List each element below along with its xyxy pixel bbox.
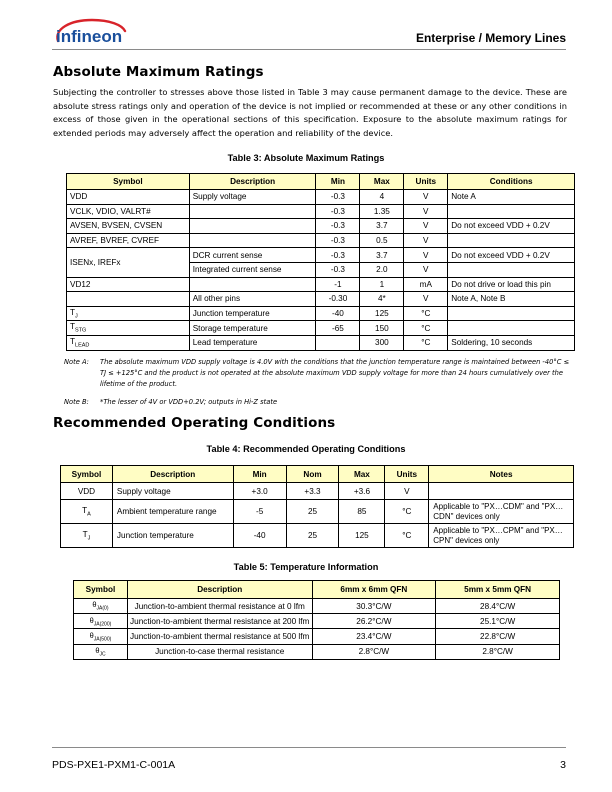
min-cell	[316, 335, 360, 350]
unit-cell: °C	[404, 321, 448, 336]
symbol-subscript: J	[87, 535, 91, 542]
table-row	[67, 190, 575, 205]
header-cell: Conditions	[448, 174, 575, 190]
conditions-cell: Note A, Note B	[448, 292, 575, 307]
temperature-information-table	[73, 580, 560, 660]
header-cell: Units	[385, 466, 429, 483]
description-cell: Junction temperature	[112, 524, 233, 548]
description-cell: Integrated current sense	[189, 262, 316, 277]
note-a	[64, 357, 574, 390]
symbol-main: T	[82, 529, 88, 539]
symbol-main: θ	[92, 600, 97, 610]
table-row	[67, 233, 575, 248]
min-cell: -0.3	[316, 248, 360, 263]
conditions-cell	[448, 306, 575, 321]
description-cell: Junction-to-ambient thermal resistance at 200 lfm	[127, 614, 312, 629]
symbol-subscript: JA(200)	[93, 621, 112, 628]
max-cell: 150	[360, 321, 404, 336]
max-cell: 125	[360, 306, 404, 321]
symbol-cell: AVREF, BVREF, CVREF	[67, 233, 190, 248]
unit-cell: V	[404, 219, 448, 234]
conditions-cell	[448, 233, 575, 248]
table5-caption: Table 5: Temperature Information	[233, 562, 379, 572]
intro-paragraph: Subjecting the controller to stresses above those listed in Table 3 may cause permanent damage to the device. These are absolute stress ratings only and operation of the device is not implied or recommended at these or any other conditions in excess of those given in the operational sections of this specification. Exposure to the absolute maximum ratings for extended periods may adversely affect the operation and reliability of the device.	[53, 87, 567, 138]
symbol-cell	[61, 500, 113, 524]
symbol-main: θ	[89, 615, 94, 625]
conditions-cell: Soldering, 10 seconds	[448, 335, 575, 350]
nom-cell: +3.3	[286, 483, 339, 500]
table-header-row	[61, 466, 574, 483]
table-row	[67, 306, 575, 321]
absolute-max-ratings-table	[66, 173, 575, 351]
description-cell: Junction-to-ambient thermal resistance at 0 lfm	[127, 599, 312, 614]
description-cell: Junction temperature	[189, 306, 316, 321]
description-cell: Supply voltage	[112, 483, 233, 500]
max-cell: 4	[360, 190, 404, 205]
header-divider	[52, 49, 566, 50]
table-row	[74, 644, 560, 659]
header-cell: Min	[233, 466, 286, 483]
max-cell: +3.6	[339, 483, 385, 500]
symbol-cell	[67, 292, 190, 307]
table-row	[74, 599, 560, 614]
max-cell: 2.0	[360, 262, 404, 277]
header-cell: 5mm x 5mm QFN	[436, 581, 560, 599]
qfn6-cell: 23.4°C/W	[312, 629, 436, 644]
max-cell: 0.5	[360, 233, 404, 248]
notes-cell: Applicable to "PX…CPM" and "PX…CPN" devices only	[429, 524, 574, 548]
description-cell	[189, 277, 316, 292]
min-cell: -0.3	[316, 204, 360, 219]
header-cell: Symbol	[61, 466, 113, 483]
symbol-cell	[74, 629, 128, 644]
nom-cell: 25	[286, 500, 339, 524]
max-cell: 125	[339, 524, 385, 548]
table-row	[74, 629, 560, 644]
header-cell: Nom	[286, 466, 339, 483]
description-cell: Lead temperature	[189, 335, 316, 350]
header-title: Enterprise / Memory Lines	[415, 31, 566, 45]
notes-cell	[429, 483, 574, 500]
header-cell: 6mm x 6mm QFN	[312, 581, 436, 599]
conditions-cell: Do not exceed VDD + 0.2V	[448, 248, 575, 263]
symbol-cell	[67, 321, 190, 336]
min-cell: -0.3	[316, 219, 360, 234]
notes-cell: Applicable to "PX…CDM" and "PX…CDN" devices only	[429, 500, 574, 524]
qfn5-cell: 28.4°C/W	[436, 599, 560, 614]
conditions-cell: Do not exceed VDD + 0.2V	[448, 219, 575, 234]
description-cell	[189, 233, 316, 248]
table-row	[67, 277, 575, 292]
table-header-row	[74, 581, 560, 599]
symbol-cell: ISENx, IREFx	[67, 248, 190, 277]
table-row	[67, 219, 575, 234]
header-cell: Description	[112, 466, 233, 483]
header-cell: Units	[404, 174, 448, 190]
unit-cell: V	[385, 483, 429, 500]
unit-cell: °C	[404, 306, 448, 321]
symbol-subscript: JA(500)	[93, 636, 112, 643]
min-cell: -0.30	[316, 292, 360, 307]
max-cell: 1.35	[360, 204, 404, 219]
symbol-subscript: JA(0)	[96, 605, 109, 612]
min-cell: -0.3	[316, 262, 360, 277]
note-b-text: *The lesser of 4V or VDD+0.2V; outputs in Hi-Z state	[100, 398, 278, 406]
symbol-main: θ	[89, 630, 94, 640]
table-row	[67, 204, 575, 219]
table-row	[61, 500, 574, 524]
max-cell: 3.7	[360, 248, 404, 263]
symbol-cell	[74, 599, 128, 614]
recommended-operating-table	[60, 465, 574, 548]
header-cell: Symbol	[67, 174, 190, 190]
nom-cell: 25	[286, 524, 339, 548]
symbol-cell	[74, 644, 128, 659]
qfn6-cell: 2.8°C/W	[312, 644, 436, 659]
unit-cell: V	[404, 204, 448, 219]
max-cell: 300	[360, 335, 404, 350]
table-row	[61, 524, 574, 548]
unit-cell: °C	[404, 335, 448, 350]
symbol-cell: VD12	[67, 277, 190, 292]
symbol-main: θ	[95, 645, 100, 655]
min-cell: -1	[316, 277, 360, 292]
footer-divider	[52, 747, 566, 748]
symbol-cell	[67, 306, 190, 321]
table4-caption: Table 4: Recommended Operating Conditions	[206, 444, 406, 454]
qfn5-cell: 22.8°C/W	[436, 629, 560, 644]
description-cell: Storage temperature	[189, 321, 316, 336]
symbol-cell	[74, 614, 128, 629]
description-cell: DCR current sense	[189, 248, 316, 263]
table-row	[67, 292, 575, 307]
logo-text: infineon	[56, 27, 123, 46]
qfn5-cell: 2.8°C/W	[436, 644, 560, 659]
table3-caption: Table 3: Absolute Maximum Ratings	[227, 153, 385, 163]
note-a-text: The absolute maximum VDD supply voltage is 4.0V with the conditions that the junction temperature range is maintained between -40°C ≤ TJ ≤ +125°C and the product is not operated at the absolute maximum VDD supply voltage for more than 24 hours cumulatively over the lifetime of the product.	[100, 358, 570, 388]
document-id: PDS-PXE1-PXM1-C-001A	[52, 759, 176, 771]
min-cell: -0.3	[316, 190, 360, 205]
unit-cell: V	[404, 233, 448, 248]
symbol-subscript: J	[75, 313, 78, 320]
qfn6-cell: 26.2°C/W	[312, 614, 436, 629]
symbol-subscript: LEAD	[75, 342, 90, 349]
symbol-subscript: A	[87, 511, 91, 518]
table-header-row	[67, 174, 575, 190]
conditions-cell: Do not drive or load this pin	[448, 277, 575, 292]
qfn6-cell: 30.3°C/W	[312, 599, 436, 614]
symbol-main: T	[70, 322, 76, 332]
description-cell: Ambient temperature range	[112, 500, 233, 524]
description-cell	[189, 219, 316, 234]
description-cell: Supply voltage	[189, 190, 316, 205]
section-title-absolute-max: Absolute Maximum Ratings	[53, 64, 264, 80]
table-row	[67, 335, 575, 350]
conditions-cell	[448, 204, 575, 219]
header-cell: Max	[360, 174, 404, 190]
conditions-cell	[448, 262, 575, 277]
min-cell: -40	[233, 524, 286, 548]
section-title-recommended-operating: Recommended Operating Conditions	[53, 415, 336, 431]
max-cell: 4*	[360, 292, 404, 307]
symbol-cell: VDD	[61, 483, 113, 500]
table-row	[61, 483, 574, 500]
symbol-subscript: JC	[99, 651, 106, 658]
header-cell: Max	[339, 466, 385, 483]
unit-cell: V	[404, 248, 448, 263]
header-cell: Symbol	[74, 581, 128, 599]
note-a-tag: Note A:	[64, 358, 89, 366]
description-cell: All other pins	[189, 292, 316, 307]
table-row	[74, 614, 560, 629]
note-b	[64, 397, 277, 408]
unit-cell: °C	[385, 524, 429, 548]
symbol-cell: VDD	[67, 190, 190, 205]
page-number: 3	[560, 759, 566, 771]
unit-cell: mA	[404, 277, 448, 292]
symbol-main: T	[70, 307, 76, 317]
min-cell: +3.0	[233, 483, 286, 500]
min-cell: -0.3	[316, 233, 360, 248]
description-cell	[189, 204, 316, 219]
symbol-cell: AVSEN, BVSEN, CVSEN	[67, 219, 190, 234]
unit-cell: V	[404, 190, 448, 205]
description-cell: Junction-to-case thermal resistance	[127, 644, 312, 659]
header-cell: Description	[189, 174, 316, 190]
symbol-subscript: STG	[75, 327, 87, 334]
table-row	[67, 248, 575, 263]
unit-cell: °C	[385, 500, 429, 524]
symbol-main: T	[82, 505, 88, 515]
min-cell: -40	[316, 306, 360, 321]
max-cell: 3.7	[360, 219, 404, 234]
qfn5-cell: 25.1°C/W	[436, 614, 560, 629]
symbol-cell	[67, 335, 190, 350]
max-cell: 85	[339, 500, 385, 524]
table-row	[67, 321, 575, 336]
min-cell: -65	[316, 321, 360, 336]
header-cell: Min	[316, 174, 360, 190]
header-cell: Description	[127, 581, 312, 599]
symbol-cell: VCLK, VDIO, VALRT#	[67, 204, 190, 219]
max-cell: 1	[360, 277, 404, 292]
unit-cell: V	[404, 262, 448, 277]
symbol-main: T	[70, 336, 76, 346]
infineon-logo	[52, 17, 128, 51]
conditions-cell	[448, 321, 575, 336]
header-cell: Notes	[429, 466, 574, 483]
note-b-tag: Note B:	[64, 398, 89, 406]
symbol-cell	[61, 524, 113, 548]
conditions-cell: Note A	[448, 190, 575, 205]
min-cell: -5	[233, 500, 286, 524]
unit-cell: V	[404, 292, 448, 307]
description-cell: Junction-to-ambient thermal resistance at 500 lfm	[127, 629, 312, 644]
